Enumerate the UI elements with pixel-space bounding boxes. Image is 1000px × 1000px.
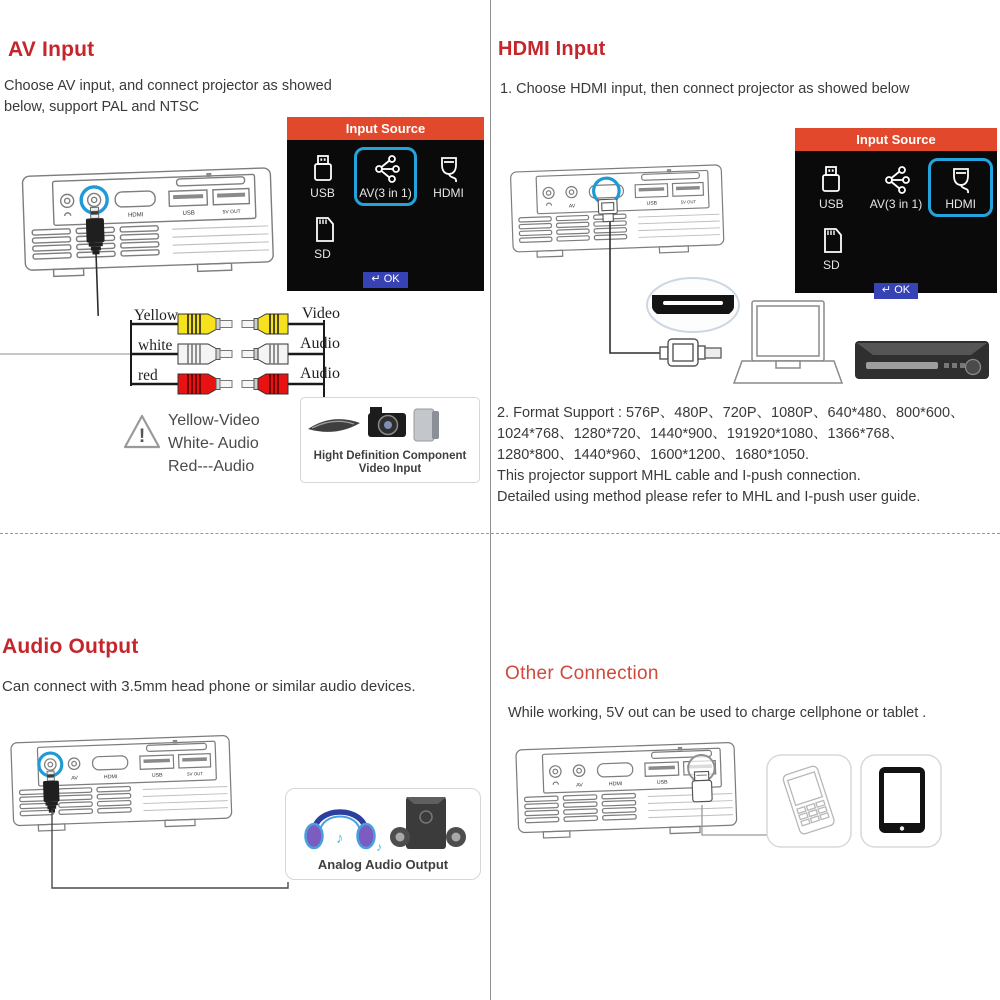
warning-icon [122, 412, 162, 452]
audio-plug-3-5mm [43, 771, 60, 813]
hdmi-format-support-text: 2. Format Support : 576P、480P、720P、1080P、640*480、800*600、1024*768、1280*720、1440*900、191920*1080、1366*768、1280*800、1440*960、1600*1200、1680*1050. [497, 405, 965, 463]
component-devices-drawing [302, 401, 478, 447]
horizontal-divider [0, 533, 1000, 534]
charge-cable-line [702, 805, 767, 835]
legend-line-red-audio: Red---Audio [168, 458, 255, 475]
audio-cable-line [52, 810, 288, 888]
usb-stick-icon [816, 164, 846, 196]
input-source-menu-header: Input Source [795, 128, 997, 151]
usb-charge-plug [692, 771, 712, 802]
audio-output-description: Can connect with 3.5mm head phone or similar audio devices. [2, 678, 416, 695]
console-graphic [414, 409, 439, 441]
music-note-icon: ♪ [376, 840, 382, 853]
audio-devices-drawing [288, 791, 478, 853]
menu-item-av-3in1-label: AV(3 in 1) [869, 197, 923, 211]
menu-item-usb-label: USB [310, 186, 335, 200]
component-box-caption-line1: Hight Definition Component [313, 450, 467, 462]
sd-card-icon [308, 214, 338, 246]
speakers-graphic [390, 797, 466, 849]
av-share-icon [881, 164, 911, 196]
menu-item-usb[interactable] [291, 147, 354, 206]
hdmi-mhl-text-2: Detailed using method please refer to MHL and I-push user guide. [497, 489, 921, 505]
av-input-title: AV Input [8, 38, 95, 61]
audio-output-title: Audio Output [2, 635, 139, 658]
menu-item-hdmi-label: HDMI [945, 197, 976, 211]
cable-label-yellow: Yellow [134, 307, 179, 324]
rca-plug-row-white [178, 344, 288, 364]
tablet-graphic [879, 767, 925, 833]
hdmi-connector-closeup [647, 278, 739, 332]
laptop-graphic [734, 301, 842, 383]
hdmi-mhl-text-1: This projector support MHL cable and I-push connection. [497, 468, 861, 484]
menu-item-av-3in1[interactable] [864, 158, 929, 217]
hdmi-format-support-block [497, 403, 975, 508]
projector-drawing-other [505, 725, 995, 895]
input-source-menu-hdmi [795, 128, 997, 296]
menu-ok-label: OK [383, 273, 400, 285]
menu-item-sd-label: SD [822, 258, 840, 272]
menu-item-av-3in1-label: AV(3 in 1) [359, 186, 412, 200]
audio-box-caption: Analog Audio Output [317, 857, 449, 872]
menu-ok-button[interactable] [874, 283, 918, 299]
rca-plug-row-yellow [178, 314, 288, 334]
music-note-icon: ♪ [336, 830, 344, 847]
menu-item-hdmi[interactable] [417, 147, 480, 206]
cable-label-video: Video [301, 305, 340, 322]
menu-item-hdmi-selected[interactable] [928, 158, 993, 217]
usb-stick-icon [308, 153, 338, 185]
menu-item-sd[interactable] [291, 208, 354, 267]
input-source-menu-header: Input Source [287, 117, 484, 140]
menu-item-hdmi-label: HDMI [433, 186, 464, 200]
hdmi-cable-line [610, 222, 660, 353]
component-box-caption-line2: Video Input [358, 463, 422, 475]
menu-item-usb[interactable] [799, 158, 864, 217]
menu-item-sd[interactable] [799, 219, 864, 278]
hdmi-plug-icon [434, 153, 464, 185]
menu-ok-button[interactable] [363, 272, 407, 288]
dvd-player-graphic [855, 341, 989, 379]
cable-label-white: white [138, 337, 173, 354]
menu-item-sd-label: SD [314, 247, 331, 261]
av-share-icon [371, 153, 401, 185]
svg-text:!: ! [138, 426, 146, 447]
other-connection-description: While working, 5V out can be used to charge cellphone or tablet . [508, 705, 927, 721]
rca-plug-row-red [178, 374, 288, 394]
sd-card-icon [816, 225, 846, 257]
cable-label-audio-2: Audio [300, 365, 340, 382]
enter-icon: ↵ [371, 273, 381, 285]
cable-label-audio-1: Audio [300, 335, 340, 352]
legend-line-yellow-video: Yellow-Video [168, 412, 260, 429]
menu-item-av-3in1-selected[interactable] [354, 147, 417, 206]
hdmi-input-title: HDMI Input [498, 38, 606, 60]
audio-devices-box [285, 788, 481, 880]
av-input-description: Choose AV input, and connect projector as showed below, support PAL and NTSC [4, 78, 332, 115]
hdmi-plug-icon [946, 164, 976, 196]
color-code-legend [168, 409, 260, 478]
projector-drawing-av [10, 148, 290, 318]
legend-line-white-audio: White- Audio [168, 435, 259, 452]
camera-graphic [368, 407, 406, 437]
component-video-box [300, 397, 480, 483]
hdmi-cable-end-connector [660, 339, 721, 366]
cable-label-red: red [138, 367, 158, 384]
rca-cable-diagram [0, 302, 490, 398]
enter-icon: ↵ [881, 284, 892, 296]
vertical-divider [490, 0, 491, 1000]
other-connection-title: Other Connection [505, 663, 659, 684]
menu-ok-label: OK [894, 284, 911, 296]
av-plug-3-5mm [85, 207, 107, 316]
input-source-menu-av [287, 117, 484, 291]
hdmi-step1-text: 1. Choose HDMI input, then connect projector as showed below [500, 81, 910, 97]
menu-item-usb-label: USB [818, 197, 844, 211]
